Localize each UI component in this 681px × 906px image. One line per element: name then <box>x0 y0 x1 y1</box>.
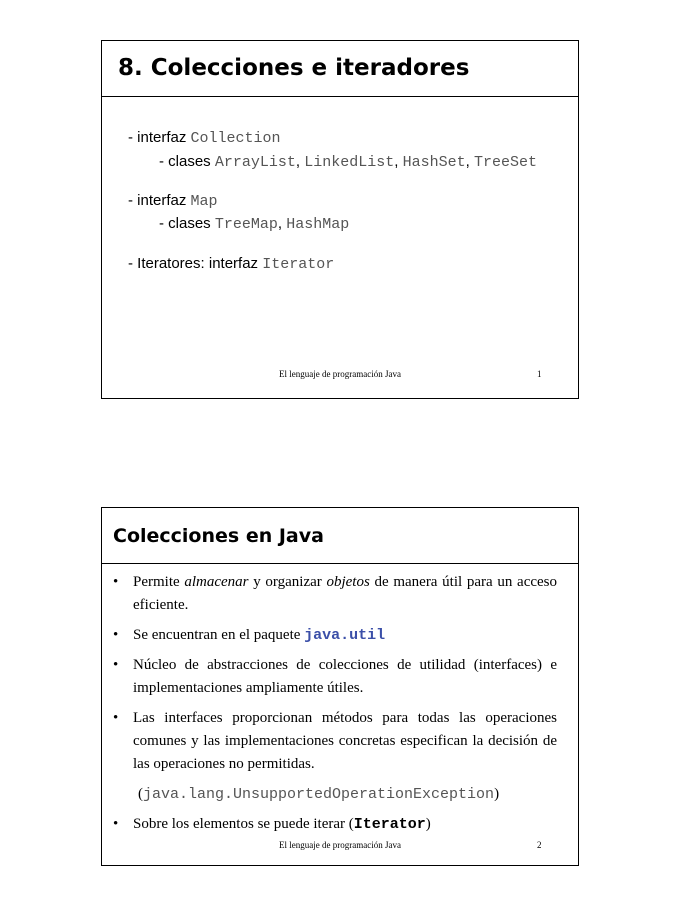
code-iterator: Iterator <box>262 256 335 273</box>
slide-1 <box>101 40 579 399</box>
paren: ( <box>138 786 143 802</box>
bullet-icon: • <box>113 657 119 673</box>
line-prefix: - clases <box>159 215 215 232</box>
slide-2-title-bar <box>102 508 578 564</box>
text: Núcleo de abstracciones de colecciones de utilidad (interfaces) e implementaciones ampliamente útiles. <box>133 657 557 696</box>
slide-1-page-number: 1 <box>537 369 542 379</box>
slide-1-title: 8. Colecciones e iteradores <box>118 55 470 81</box>
bullet-icon: • <box>113 710 119 726</box>
line-interface-collection <box>128 129 281 147</box>
separator: , <box>465 153 474 170</box>
paren: ) <box>494 786 500 802</box>
code-treemap: TreeMap <box>214 216 278 233</box>
line-classes-collection <box>159 153 537 171</box>
slide-2-footer: El lenguaje de programación Java <box>279 840 401 850</box>
line-classes-map <box>159 215 349 233</box>
separator: , <box>277 215 287 232</box>
bullet-paquete <box>113 624 557 647</box>
line-prefix: - Iteratores: interfaz <box>128 255 263 272</box>
code-hashmap: HashMap <box>286 216 350 233</box>
code-hashset: HashSet <box>402 154 466 171</box>
emph-objetos: objetos <box>326 574 370 590</box>
code-arraylist: ArrayList <box>214 154 296 171</box>
bullet-almacenar <box>113 571 557 617</box>
code-iterator: Iterator <box>353 816 426 833</box>
slide-2-page-number: 2 <box>537 840 542 850</box>
emph-almacenar: almacenar <box>184 574 249 590</box>
line-iterators <box>128 255 334 273</box>
bullet-icon: • <box>113 816 119 832</box>
line-prefix: - interfaz <box>128 129 191 146</box>
text: Se encuentran en el paquete <box>133 627 305 643</box>
bullet-icon: • <box>113 574 119 590</box>
slide-2 <box>101 507 579 866</box>
text: y organizar <box>248 574 327 590</box>
slide-2-title: Colecciones en Java <box>113 525 324 547</box>
text: ) <box>425 816 431 832</box>
slide-1-title-bar <box>102 41 578 97</box>
slide-1-footer: El lenguaje de programación Java <box>279 369 401 379</box>
line-interface-map <box>128 192 218 210</box>
code-linkedlist: LinkedList <box>304 154 395 171</box>
text: Sobre los elementos se puede iterar ( <box>133 816 354 832</box>
code-java-util: java.util <box>304 627 386 644</box>
text: Las interfaces proporcionan métodos para todas las operaciones comunes y las implementaciones concretas especifican la decisión de las operaciones no permitidas. <box>133 710 557 772</box>
text: de manera útil para un acceso eficiente. <box>133 574 558 613</box>
line-prefix: - clases <box>159 153 215 170</box>
code-unsupported-exception: java.lang.UnsupportedOperationException <box>143 786 495 803</box>
separator: , <box>295 153 305 170</box>
code-treeset: TreeSet <box>473 154 537 171</box>
bullet-icon: • <box>113 627 119 643</box>
code-collection: Collection <box>190 130 281 147</box>
separator: , <box>394 153 403 170</box>
text: Permite <box>133 574 185 590</box>
bullet-exception-note <box>113 783 557 806</box>
bullet-nucleo <box>113 654 557 700</box>
line-prefix: - interfaz <box>128 192 191 209</box>
bullet-iterar <box>113 813 557 836</box>
code-map: Map <box>190 193 218 210</box>
bullet-interfaces <box>113 707 557 776</box>
